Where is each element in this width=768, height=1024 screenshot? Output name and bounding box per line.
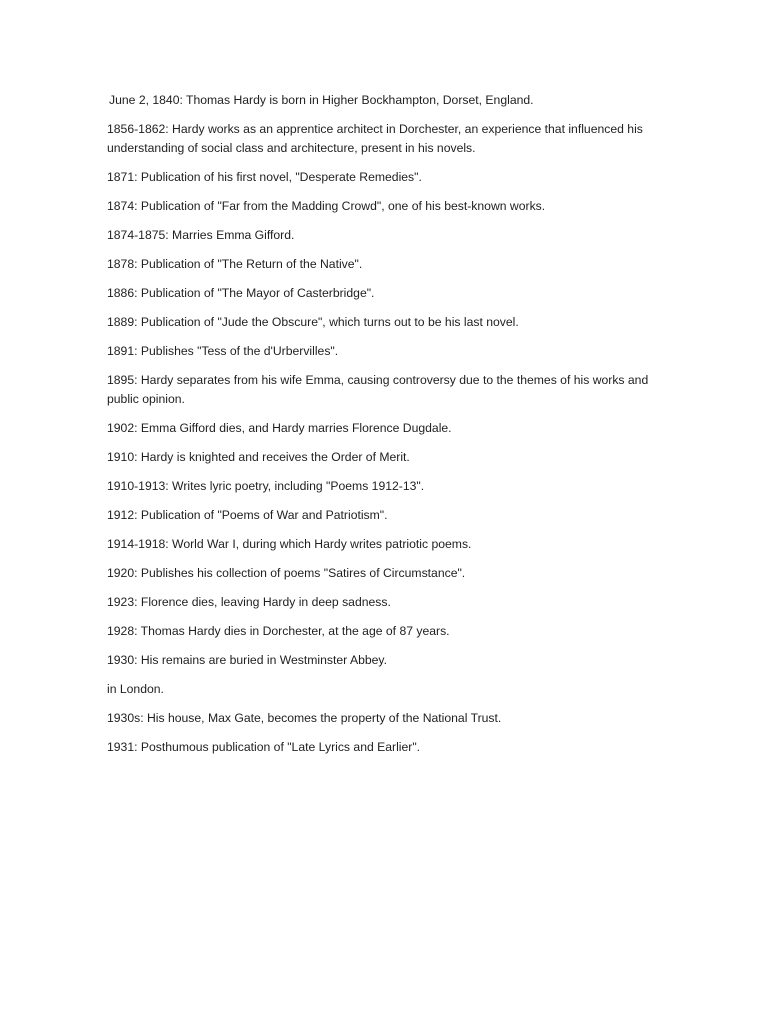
timeline-entry-1912-poems-war: 1912: Publication of "Poems of War and Patriotism". xyxy=(107,508,388,522)
timeline-entry-1840-birth: June 2, 1840: Thomas Hardy is born in Higher Bockhampton, Dorset, England. xyxy=(109,93,534,107)
timeline-entry-1891-tess: 1891: Publishes "Tess of the d'Urbervilles". xyxy=(107,344,339,358)
timeline-entry-1923-florence-dies: 1923: Florence dies, leaving Hardy in deep sadness. xyxy=(107,595,391,609)
timeline-entry-1910-lyric-poetry: 1910-1913: Writes lyric poetry, including "Poems 1912-13". xyxy=(107,479,425,493)
timeline-entry-in-london: in London. xyxy=(107,682,164,696)
timeline-entry-1910-knighted: 1910: Hardy is knighted and receives the Order of Merit. xyxy=(107,450,410,464)
timeline-entry-1871-desperate-remedies: 1871: Publication of his first novel, "Desperate Remedies". xyxy=(107,170,422,184)
timeline-entry-1878-return-native: 1878: Publication of "The Return of the Native". xyxy=(107,257,363,271)
timeline-entry-1928-hardy-dies: 1928: Thomas Hardy dies in Dorchester, at the age of 87 years. xyxy=(107,624,450,638)
timeline-entry-1874-madding-crowd: 1874: Publication of "Far from the Madding Crowd", one of his best-known works. xyxy=(107,199,546,213)
timeline-entry-1931-late-lyrics: 1931: Posthumous publication of "Late Lyrics and Earlier". xyxy=(107,740,421,754)
timeline-entry-1874-marriage: 1874-1875: Marries Emma Gifford. xyxy=(107,228,295,242)
timeline-entry-1902-emma-dies: 1902: Emma Gifford dies, and Hardy marries Florence Dugdale. xyxy=(107,421,452,435)
timeline-entry-1930s-max-gate: 1930s: His house, Max Gate, becomes the property of the National Trust. xyxy=(107,711,502,725)
timeline-entry-1930-remains-buried: 1930: His remains are buried in Westminster Abbey. xyxy=(107,653,387,667)
timeline-entry-1886-mayor-casterbridge: 1886: Publication of "The Mayor of Casterbridge". xyxy=(107,286,375,300)
timeline-entry-1856-apprentice: 1856-1862: Hardy works as an apprentice architect in Dorchester, an experience that influenced his understanding of social class and architecture, present in his novels. xyxy=(107,122,643,155)
timeline-entry-1889-jude-obscure: 1889: Publication of "Jude the Obscure", which turns out to be his last novel. xyxy=(107,315,519,329)
timeline-entry-1895-separation: 1895: Hardy separates from his wife Emma, causing controversy due to the themes of his works and public opinion. xyxy=(107,373,649,406)
timeline-entry-1914-world-war: 1914-1918: World War I, during which Hardy writes patriotic poems. xyxy=(107,537,472,551)
timeline-text xyxy=(107,91,669,767)
timeline-entry-1920-satires: 1920: Publishes his collection of poems "Satires of Circumstance". xyxy=(107,566,466,580)
